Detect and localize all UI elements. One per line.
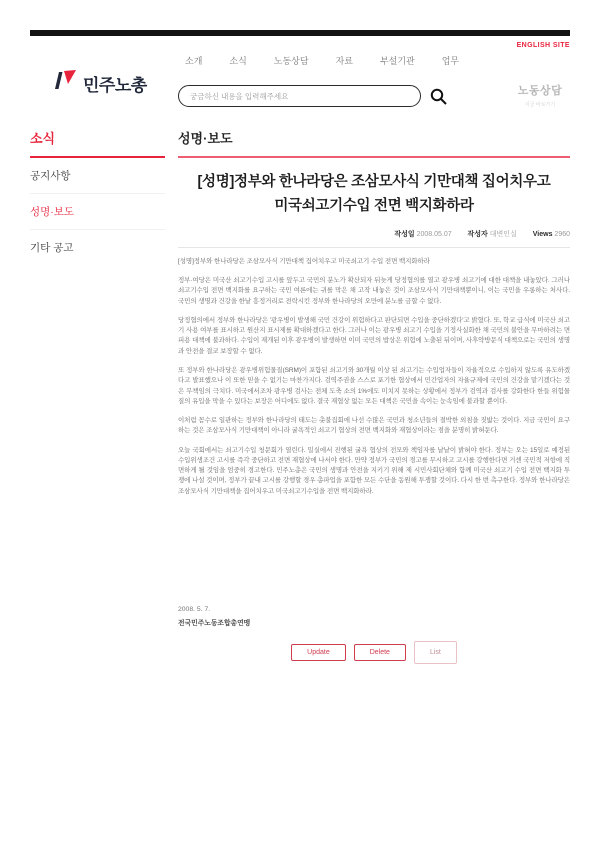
body-paragraph: 정부·여당은 미국산 쇠고기수입 고시를 앞두고 국민의 분노가 확산되자 뒤늦게 당정협의를 열고 광우병 쇠고기에 대한 대책을 내놓았다. 그러나 쇠고기수입 전면 백지화를 요구하는 국민 여론에는 귀를 막은 채 고작 내놓은 것이 조삼모사식 기만대책뿐이니, 이는 국민을 우롱하는 처사다. 국민의 생명과 건강을 한낱 흥정거리로 전락시킨 정부와 한나라당의 오만에 분노를 금할 수 없다. (178, 277, 570, 305)
body-paragraph: [성명]정부와 한나라당은 조삼모사식 기만대책 집어치우고 미국쇠고기 수입 전면 백지화하라 (178, 257, 430, 265)
article-title-line2: 미국쇠고기수입 전면 백지화하라 (274, 197, 474, 214)
meta-author-label: 작성자 (467, 230, 488, 238)
search-icon[interactable] (430, 88, 447, 105)
top-black-bar (30, 30, 570, 36)
list-button[interactable]: List (414, 641, 457, 664)
main-nav (185, 54, 459, 67)
article-actions (178, 641, 570, 664)
signature-organization: 전국민주노동조합총연맹 (178, 619, 251, 627)
article-title-line1: [성명]정부와 한나라당은 조삼모사식 기만대책 집어치우고 (197, 174, 551, 190)
meta-views-label: Views (532, 230, 553, 238)
logo-text: 민주노총 (83, 75, 147, 95)
nav-item-news[interactable]: 소식 (229, 56, 247, 66)
article-meta (178, 229, 570, 239)
body-paragraph: 당정협의에서 정부와 한나라당은 '광우병이 발생해 국민 건강이 위험하다고 판단되면 수입을 중단하겠다'고 밝혔다. 또, 학교 급식에 미국산 쇠고기 사용 여부를 표시하고 원산지 표시제를 확대하겠다고 한다. 그러나 이는 광우병 쇠고기 수입을 기정사실화한 채 국민의 불안을 무마하려는 면피용 대책에 불과하다. 수입이 재개된 이후 광우병이 발생하면 이미 국민의 밥상은 위험에 노출된 뒤이며, 사후약방문식 대책으로는 국민의 생명과 안전을 결코 보장할 수 없다. (178, 316, 570, 355)
sidebar-item-other-notices[interactable]: 기타 공고 (30, 242, 74, 254)
sidebar-title: 소식 (30, 131, 56, 146)
signature-date: 2008. 5. 7. (178, 605, 211, 613)
body-paragraph: 오늘 국회에서는 쇠고기수입 청문회가 열린다. 밀실에서 진행된 굴욕 협상의 전모와 책임자를 낱낱이 밝혀야 한다. 정부는 오는 15일로 예정된 수입위생조건 고시를 즉각 중단하고 전면 재협상에 나서야 한다. 만약 정부가 국민의 경고를 무시하고 고시를 강행한다면 거센 국민적 저항에 직면하게 될 것임을 엄중히 경고한다. 민주노총은 국민의 생명과 안전을 지키기 위해 제 시민사회단체와 함께 미국산 쇠고기 수입 전면 백지화 투쟁에 나설 것이며, 정부가 끝내 고시를 강행할 경우 총파업을 포함한 모든 수단을 동원해 투쟁할 것이다. 다시 한 번 촉구한다. 정부와 한나라당은 조삼모사식 기만대책을 집어치우고 미국쇠고기수입을 전면 백지화하라. (178, 446, 570, 495)
meta-author-value: 대변인실 (489, 230, 517, 238)
kctu-flag-icon (55, 70, 77, 96)
main-content (178, 128, 570, 629)
body-paragraph: 이처럼 꼼수로 일관하는 정부와 한나라당의 태도는 촛불집회에 나선 수많은 국민과 청소년들의 절박한 외침을 짓밟는 것이다. 지금 국민이 요구하는 것은 조삼모사식 기만대책이 아니라 굴욕적인 쇠고기 협상의 전면 백지화와 재협상이라는 점을 분명히 밝혀둔다. (178, 417, 570, 435)
article-body (178, 257, 570, 629)
update-button[interactable]: Update (291, 644, 346, 661)
nav-item-affiliates[interactable]: 부설기관 (379, 56, 415, 66)
meta-views-value: 2960 (554, 230, 570, 238)
quicklink-subtitle: 지금 바로가기 (524, 102, 556, 108)
labor-counsel-quicklink[interactable] (498, 82, 582, 108)
meta-date-label: 작성일 (394, 230, 415, 238)
nav-item-intro[interactable]: 소개 (185, 56, 203, 66)
delete-button[interactable]: Delete (354, 644, 406, 661)
sidebar-item-statements[interactable]: 성명·보도 (30, 194, 165, 230)
search-area (178, 85, 447, 107)
site-logo[interactable] (55, 70, 147, 96)
nav-item-resources[interactable]: 자료 (335, 56, 353, 66)
article-title (178, 171, 570, 219)
search-input[interactable] (178, 85, 421, 107)
body-paragraph: 또 정부와 한나라당은 광우병위험물질(SRM)이 포함된 쇠고기와 30개월 이상 된 쇠고기는 수입업자들이 자율적으로 수입하지 않도록 유도하겠다고 발표했으나 이 또한 믿을 수 없기는 마찬가지다. 검역주권을 스스로 포기한 협상에서 민간업자의 자율규제에 국민의 건강을 맡기겠다는 것은 무책임의 극치다. 미국에서조차 광우병 검사는 전체 도축 소의 1%에도 미치지 못하는 상황에서 정부가 검역과 검사를 강화한다 한들 위험물질의 유입을 막을 수 있다는 보장은 어디에도 없다. 결국 재협상 없는 모든 대책은 국민을 속이는 눈속임에 불과할 뿐이다. (178, 366, 570, 405)
nav-item-labor-counsel[interactable]: 노동상담 (273, 56, 309, 66)
sidebar (30, 128, 165, 265)
section-title: 성명·보도 (178, 131, 233, 146)
quicklink-title: 노동상담 (517, 85, 563, 97)
signature-block (178, 606, 250, 627)
sidebar-item-notice[interactable]: 공지사항 (30, 158, 165, 194)
section-title-rule (178, 156, 570, 158)
nav-item-work[interactable]: 업무 (441, 56, 460, 66)
english-site-link[interactable]: ENGLISH SITE (516, 42, 570, 49)
meta-divider (178, 247, 570, 248)
meta-date-value: 2008.05.07 (416, 230, 452, 238)
